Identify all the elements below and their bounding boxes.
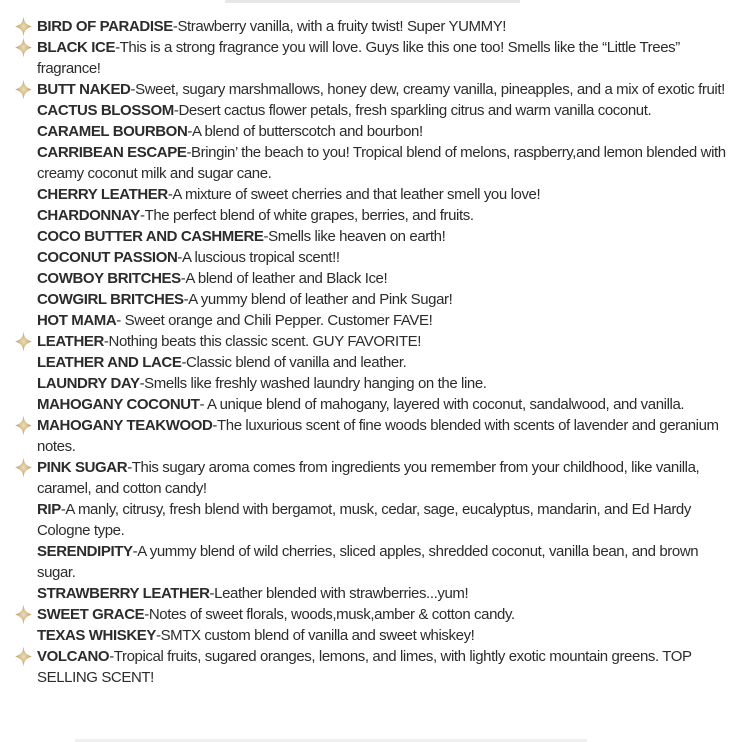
scent-text <box>37 604 738 625</box>
sparkle-icon-cell <box>0 415 37 436</box>
star-spacer <box>0 226 37 247</box>
scent-description: -A manly, citrusy, fresh blend with bergamot, musk, cedar, sage, eucalyptus, mandarin, and Ed Hardy Cologne type. <box>37 501 691 539</box>
scent-name: MAHOGANY COCONUT <box>37 396 200 413</box>
scent-text <box>37 268 738 289</box>
scent-text <box>37 394 738 415</box>
scent-item <box>0 583 738 604</box>
scent-description: -A yummy blend of wild cherries, sliced apples, shredded coconut, vanilla bean, and brown sugar. <box>37 543 699 581</box>
star-spacer <box>0 352 37 373</box>
scent-description: -A blend of leather and Black Ice! <box>180 270 388 287</box>
scent-item <box>0 415 738 457</box>
scent-name: SWEET GRACE <box>37 606 145 623</box>
scent-name: STRAWBERRY LEATHER <box>37 585 210 602</box>
scent-item <box>0 499 738 541</box>
scent-text <box>37 226 738 247</box>
sparkle-icon-cell <box>0 604 37 625</box>
scent-item <box>0 37 738 79</box>
sparkle-icon <box>13 79 34 100</box>
scent-item <box>0 247 738 268</box>
scent-item <box>0 331 738 352</box>
scent-text <box>37 205 738 226</box>
scent-name: COWBOY BRITCHES <box>37 270 181 287</box>
scent-item <box>0 352 738 373</box>
scent-item <box>0 79 738 100</box>
scent-description: -Leather blended with strawberries...yum! <box>209 585 469 602</box>
scent-item <box>0 541 738 583</box>
sparkle-icon <box>13 415 34 436</box>
scent-description: -Notes of sweet florals, woods,musk,amber & cotton candy. <box>144 606 515 623</box>
sparkle-icon <box>13 646 34 667</box>
sparkle-icon <box>13 16 34 37</box>
star-spacer <box>0 247 37 268</box>
scent-name: CARRIBEAN ESCAPE <box>37 144 187 161</box>
scent-text <box>37 352 738 373</box>
scent-description: -A blend of butterscotch and bourbon! <box>187 123 423 140</box>
scent-text <box>37 646 738 688</box>
scent-item <box>0 16 738 37</box>
star-spacer <box>0 499 37 520</box>
sparkle-icon-cell <box>0 457 37 478</box>
scent-text <box>37 184 738 205</box>
scent-item <box>0 394 738 415</box>
star-spacer <box>0 289 37 310</box>
scent-description: -This sugary aroma comes from ingredients you remember from your childhood, like vanilla, caramel, and cotton candy! <box>37 459 700 497</box>
scent-name: BUTT NAKED <box>37 81 131 98</box>
scent-item <box>0 457 738 499</box>
star-spacer <box>0 205 37 226</box>
scent-name: MAHOGANY TEAKWOOD <box>37 417 213 434</box>
scent-text <box>37 625 738 646</box>
scent-item <box>0 142 738 184</box>
scent-text <box>37 583 738 604</box>
scent-text <box>37 121 738 142</box>
scent-text <box>37 415 738 457</box>
scent-item <box>0 373 738 394</box>
scent-description: -The luxurious scent of fine woods blended with scents of lavender and geranium notes. <box>37 417 719 455</box>
sparkle-icon <box>13 37 34 58</box>
sparkle-icon-cell <box>0 79 37 100</box>
star-spacer <box>0 625 37 646</box>
scent-name: BLACK ICE <box>37 39 116 56</box>
scent-name: COWGIRL BRITCHES <box>37 291 184 308</box>
scent-description: -Tropical fruits, sugared oranges, lemons, and limes, with lightly exotic mountain greens. TOP SELLING SCENT! <box>37 648 692 686</box>
scent-name: COCO BUTTER AND CASHMERE <box>37 228 264 245</box>
star-spacer <box>0 121 37 142</box>
scent-description: -A luscious tropical scent!! <box>177 249 340 266</box>
scent-name: CACTUS BLOSSOM <box>37 102 174 119</box>
scent-text <box>37 499 738 541</box>
star-spacer <box>0 142 37 163</box>
scent-description: -Nothing beats this classic scent. GUY FAVORITE! <box>103 333 421 350</box>
scent-name: CARAMEL BOURBON <box>37 123 188 140</box>
scent-description: -The perfect blend of white grapes, berries, and fruits. <box>139 207 474 224</box>
scent-name: RIP <box>37 501 61 518</box>
star-spacer <box>0 541 37 562</box>
scent-name: CHERRY LEATHER <box>37 186 168 203</box>
star-spacer <box>0 184 37 205</box>
scent-text <box>37 79 738 100</box>
scent-text <box>37 331 738 352</box>
scent-item <box>0 121 738 142</box>
sparkle-icon <box>13 331 34 352</box>
star-spacer <box>0 583 37 604</box>
star-spacer <box>0 394 37 415</box>
sparkle-icon-cell <box>0 16 37 37</box>
scent-item <box>0 625 738 646</box>
scent-text <box>37 247 738 268</box>
scent-text <box>37 541 738 583</box>
scent-text <box>37 16 738 37</box>
scent-text <box>37 289 738 310</box>
scent-name: COCONUT PASSION <box>37 249 178 266</box>
scent-name: BIRD OF PARADISE <box>37 18 173 35</box>
scent-description: -A yummy blend of leather and Pink Sugar! <box>183 291 453 308</box>
scent-name: CHARDONNAY <box>37 207 140 224</box>
scent-description: - Sweet orange and Chili Pepper. Customer FAVE! <box>116 312 433 329</box>
star-spacer <box>0 310 37 331</box>
star-spacer <box>0 100 37 121</box>
scent-description: - A unique blend of mahogany, layered with coconut, sandalwood, and vanilla. <box>199 396 685 413</box>
scent-text <box>37 142 738 184</box>
scent-description: -Desert cactus flower petals, fresh sparkling citrus and warm vanilla coconut. <box>173 102 652 119</box>
scent-name: VOLCANO <box>37 648 110 665</box>
scent-item <box>0 100 738 121</box>
scent-name: TEXAS WHISKEY <box>37 627 156 644</box>
scent-name: SERENDIPITY <box>37 543 133 560</box>
scent-description: -Strawberry vanilla, with a fruity twist! Super YUMMY! <box>172 18 507 35</box>
sparkle-icon-cell <box>0 331 37 352</box>
sparkle-icon <box>13 457 34 478</box>
top-crop-artifact-bar <box>225 0 520 3</box>
scent-item <box>0 205 738 226</box>
scent-description: -Smells like heaven on earth! <box>263 228 446 245</box>
star-spacer <box>0 268 37 289</box>
scent-item <box>0 289 738 310</box>
scent-item <box>0 226 738 247</box>
star-spacer <box>0 373 37 394</box>
scent-text <box>37 37 738 79</box>
scent-name: LEATHER AND LACE <box>37 354 182 371</box>
scent-item <box>0 268 738 289</box>
scent-description: -This is a strong fragrance you will love. Guys like this one too! Smells like the “Little Trees” fragrance! <box>37 39 680 77</box>
scent-name: LAUNDRY DAY <box>37 375 140 392</box>
scent-text <box>37 457 738 499</box>
sparkle-icon-cell <box>0 646 37 667</box>
scent-name: PINK SUGAR <box>37 459 128 476</box>
scent-description: -A mixture of sweet cherries and that leather smell you love! <box>167 186 541 203</box>
scent-name: HOT MAMA <box>37 312 117 329</box>
scent-text <box>37 100 738 121</box>
scent-description: -Bringin’ the beach to you! Tropical blend of melons, raspberry,and lemon blended with creamy coconut milk and sugar cane. <box>37 144 726 182</box>
scent-name: LEATHER <box>37 333 104 350</box>
scent-description: -SMTX custom blend of vanilla and sweet whiskey! <box>155 627 475 644</box>
scent-item <box>0 310 738 331</box>
sparkle-icon-cell <box>0 37 37 58</box>
scent-text <box>37 310 738 331</box>
scent-item <box>0 646 738 688</box>
scent-item <box>0 184 738 205</box>
scent-item <box>0 604 738 625</box>
scent-description: -Sweet, sugary marshmallows, honey dew, creamy vanilla, pineapples, and a mix of exotic fruit! <box>130 81 725 98</box>
scent-description: -Smells like freshly washed laundry hanging on the line. <box>139 375 487 392</box>
sparkle-icon <box>13 604 34 625</box>
scent-description: -Classic blend of vanilla and leather. <box>181 354 407 371</box>
scent-text <box>37 373 738 394</box>
